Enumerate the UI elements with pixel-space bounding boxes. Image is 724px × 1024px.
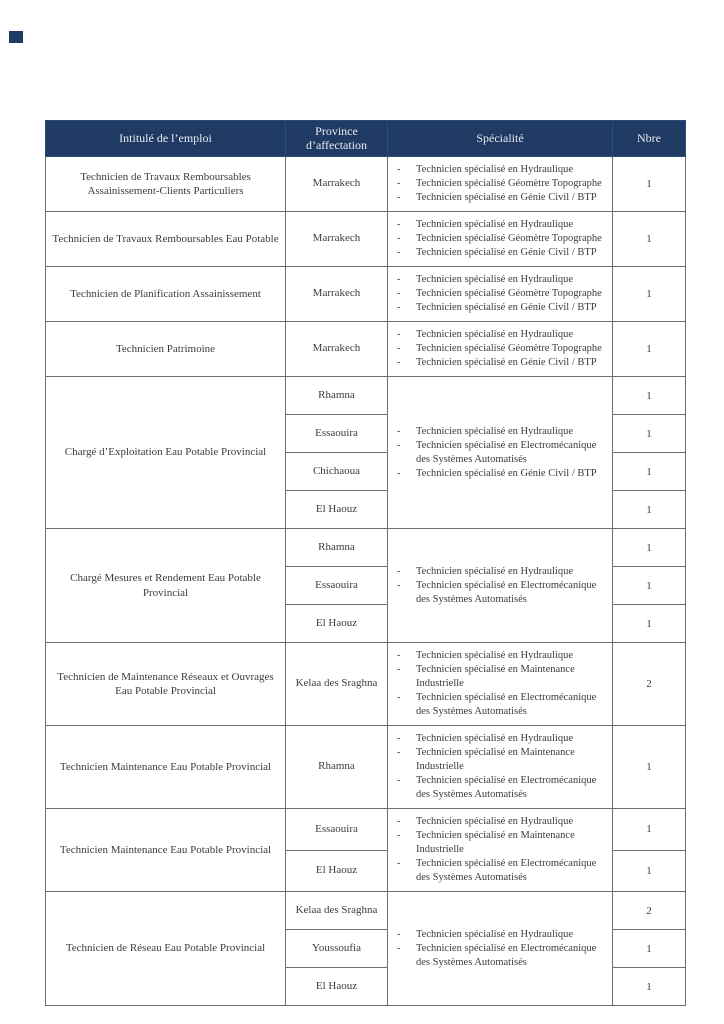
specialty-text: Technicien spécialisé en Hydraulique: [416, 733, 573, 744]
specialty-cell: [388, 377, 613, 529]
specialty-text: Technicien spécialisé en Electromécanique des Systèmes Automatisés: [416, 775, 597, 800]
specialty-cell: [388, 643, 613, 726]
province-cell: Rhamna: [286, 377, 388, 415]
specialty-item: [392, 732, 608, 746]
specialty-item: [392, 942, 608, 970]
specialty-item: [392, 218, 608, 232]
specialty-item: [392, 829, 608, 857]
province-cell: Kelaa des Sraghna: [286, 643, 388, 726]
specialty-item: [392, 579, 608, 607]
specialty-text: Technicien spécialisé en Maintenance Industrielle: [416, 664, 575, 689]
job-title-cell: Technicien de Planification Assainissement: [46, 267, 286, 322]
specialty-item: [392, 649, 608, 663]
dash-bullet: -: [397, 357, 401, 368]
count-cell: 1: [613, 157, 686, 212]
dash-bullet: -: [397, 219, 401, 230]
province-cell: Rhamna: [286, 529, 388, 567]
dash-bullet: -: [397, 164, 401, 175]
specialty-text: Technicien spécialisé en Hydraulique: [416, 928, 573, 940]
specialty-text: Technicien spécialisé Géomètre Topographe: [416, 343, 602, 354]
province-cell: El Haouz: [286, 605, 388, 643]
province-cell: Kelaa des Sraghna: [286, 892, 388, 930]
specialty-item: [392, 246, 608, 260]
specialty-item: [392, 425, 608, 439]
count-cell: 2: [613, 892, 686, 930]
specialty-item: [392, 467, 608, 481]
dash-bullet: -: [397, 942, 401, 954]
dash-bullet: -: [397, 343, 401, 354]
specialty-text: Technicien spécialisé en Génie Civil / BTP: [416, 357, 597, 368]
specialty-cell: [388, 212, 613, 267]
specialty-item: [392, 273, 608, 287]
specialty-item: [392, 356, 608, 370]
dash-bullet: -: [397, 467, 401, 479]
header-province: Province d’affectation: [286, 121, 388, 157]
count-cell: 1: [613, 322, 686, 377]
specialty-text: Technicien spécialisé en Génie Civil / BTP: [416, 192, 597, 203]
table-row: [46, 809, 686, 851]
dash-bullet: -: [397, 329, 401, 340]
province-cell: Chichaoua: [286, 453, 388, 491]
dash-bullet: -: [397, 733, 401, 744]
specialty-text: Technicien spécialisé en Hydraulique: [416, 329, 573, 340]
specialty-text: Technicien spécialisé en Hydraulique: [416, 164, 573, 175]
specialty-text: Technicien spécialisé en Génie Civil / BTP: [416, 467, 597, 479]
table-row: [46, 212, 686, 267]
province-cell: Marrakech: [286, 157, 388, 212]
specialty-item: [392, 565, 608, 579]
specialty-item: [392, 691, 608, 719]
count-cell: 1: [613, 567, 686, 605]
specialty-text: Technicien spécialisé Géomètre Topographe: [416, 233, 602, 244]
job-title-cell: Technicien de Travaux Remboursables Assainissement-Clients Particuliers: [46, 157, 286, 212]
specialty-text: Technicien spécialisé Géomètre Topographe: [416, 288, 602, 299]
count-cell: 1: [613, 212, 686, 267]
table-row: [46, 377, 686, 415]
dash-bullet: -: [397, 692, 401, 703]
recruitment-table: [45, 120, 686, 1006]
dash-bullet: -: [397, 178, 401, 189]
count-cell: 1: [613, 605, 686, 643]
province-cell: Youssoufia: [286, 930, 388, 968]
table-row: [46, 529, 686, 567]
specialty-cell: [388, 322, 613, 377]
specialty-text: Technicien spécialisé Géomètre Topographe: [416, 178, 602, 189]
specialty-item: [392, 746, 608, 774]
specialty-text: Technicien spécialisé en Génie Civil / BTP: [416, 302, 597, 313]
province-cell: Marrakech: [286, 212, 388, 267]
specialty-text: Technicien spécialisé en Electromécanique des Systèmes Automatisés: [416, 439, 597, 465]
specialty-text: Technicien spécialisé en Hydraulique: [416, 816, 573, 827]
job-title-cell: Technicien de Réseau Eau Potable Provincial: [46, 892, 286, 1006]
table-row: [46, 267, 686, 322]
specialty-item: [392, 301, 608, 315]
province-cell: Essaouira: [286, 809, 388, 851]
count-cell: 2: [613, 643, 686, 726]
dash-bullet: -: [397, 858, 401, 869]
dash-bullet: -: [397, 747, 401, 758]
specialty-cell: [388, 892, 613, 1006]
count-cell: 1: [613, 968, 686, 1006]
table-row: [46, 322, 686, 377]
specialty-item: [392, 815, 608, 829]
dash-bullet: -: [397, 816, 401, 827]
header-count: Nbre: [613, 121, 686, 157]
dash-bullet: -: [397, 830, 401, 841]
specialty-text: Technicien spécialisé en Hydraulique: [416, 425, 573, 437]
dash-bullet: -: [397, 247, 401, 258]
header-specialty: Spécialité: [388, 121, 613, 157]
specialty-cell: [388, 157, 613, 212]
specialty-text: Technicien spécialisé en Electromécanique des Systèmes Automatisés: [416, 942, 597, 968]
specialty-text: Technicien spécialisé en Hydraulique: [416, 650, 573, 661]
count-cell: 1: [613, 267, 686, 322]
specialty-item: [392, 177, 608, 191]
count-cell: 1: [613, 726, 686, 809]
specialty-cell: [388, 267, 613, 322]
dash-bullet: -: [397, 664, 401, 675]
specialty-text: Technicien spécialisé en Electromécanique des Systèmes Automatisés: [416, 692, 597, 717]
dash-bullet: -: [397, 928, 401, 940]
dash-bullet: -: [397, 233, 401, 244]
specialty-item: [392, 232, 608, 246]
job-table-body: [46, 157, 686, 1006]
specialty-text: Technicien spécialisé en Hydraulique: [416, 219, 573, 230]
specialty-text: Technicien spécialisé en Génie Civil / BTP: [416, 247, 597, 258]
dash-bullet: -: [397, 579, 401, 591]
job-title-cell: Technicien de Travaux Remboursables Eau Potable: [46, 212, 286, 267]
count-cell: 1: [613, 491, 686, 529]
header-job-title: Intitulé de l’emploi: [46, 121, 286, 157]
job-title-cell: Technicien Maintenance Eau Potable Provincial: [46, 809, 286, 892]
province-cell: El Haouz: [286, 968, 388, 1006]
dash-bullet: -: [397, 288, 401, 299]
dash-bullet: -: [397, 565, 401, 577]
specialty-item: [392, 857, 608, 885]
specialty-text: Technicien spécialisé en Electromécanique des Systèmes Automatisés: [416, 858, 597, 883]
table-row: [46, 157, 686, 212]
specialty-item: [392, 191, 608, 205]
specialty-cell: [388, 809, 613, 892]
specialty-text: Technicien spécialisé en Maintenance Industrielle: [416, 830, 575, 855]
dash-bullet: -: [397, 302, 401, 313]
count-cell: 1: [613, 529, 686, 567]
table-row: [46, 726, 686, 809]
count-cell: 1: [613, 850, 686, 892]
specialty-item: [392, 163, 608, 177]
dash-bullet: -: [397, 192, 401, 203]
count-cell: 1: [613, 930, 686, 968]
specialty-item: [392, 342, 608, 356]
specialty-cell: [388, 529, 613, 643]
province-cell: El Haouz: [286, 491, 388, 529]
specialty-text: Technicien spécialisé en Hydraulique: [416, 274, 573, 285]
header-row: [46, 121, 686, 157]
job-title-cell: Chargé d’Exploitation Eau Potable Provincial: [46, 377, 286, 529]
count-cell: 1: [613, 377, 686, 415]
specialty-item: [392, 439, 608, 467]
table-row: [46, 892, 686, 930]
province-cell: Essaouira: [286, 415, 388, 453]
table-header: [46, 121, 686, 157]
specialty-text: Technicien spécialisé en Hydraulique: [416, 565, 573, 577]
corner-mark: [9, 31, 23, 43]
specialty-item: [392, 663, 608, 691]
job-title-cell: Technicien Maintenance Eau Potable Provincial: [46, 726, 286, 809]
job-title-cell: Technicien Patrimoine: [46, 322, 286, 377]
table-row: [46, 643, 686, 726]
province-cell: Rhamna: [286, 726, 388, 809]
specialty-text: Technicien spécialisé en Electromécanique des Systèmes Automatisés: [416, 579, 597, 605]
job-title-cell: Chargé Mesures et Rendement Eau Potable Provincial: [46, 529, 286, 643]
dash-bullet: -: [397, 439, 401, 451]
job-title-cell: Technicien de Maintenance Réseaux et Ouvrages Eau Potable Provincial: [46, 643, 286, 726]
province-cell: El Haouz: [286, 850, 388, 892]
dash-bullet: -: [397, 425, 401, 437]
province-cell: Marrakech: [286, 267, 388, 322]
specialty-item: [392, 287, 608, 301]
dash-bullet: -: [397, 650, 401, 661]
province-cell: Marrakech: [286, 322, 388, 377]
count-cell: 1: [613, 809, 686, 851]
specialty-text: Technicien spécialisé en Maintenance Industrielle: [416, 747, 575, 772]
dash-bullet: -: [397, 775, 401, 786]
province-cell: Essaouira: [286, 567, 388, 605]
specialty-item: [392, 774, 608, 802]
specialty-item: [392, 928, 608, 942]
dash-bullet: -: [397, 274, 401, 285]
specialty-item: [392, 328, 608, 342]
count-cell: 1: [613, 415, 686, 453]
count-cell: 1: [613, 453, 686, 491]
specialty-cell: [388, 726, 613, 809]
